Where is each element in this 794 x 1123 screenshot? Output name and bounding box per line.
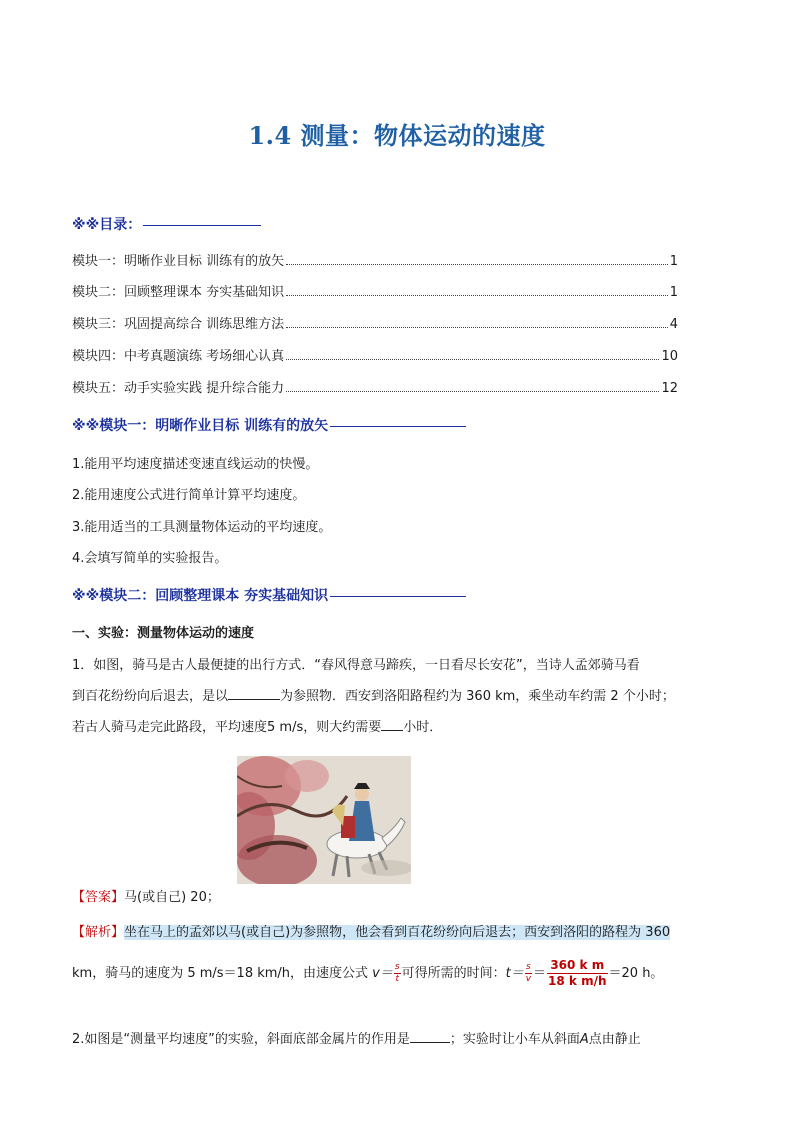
goal-1: 1.能用平均速度描述变速直线运动的快慢。 [72,457,319,472]
q1-line1: 1．如图，骑马是古人最便捷的出行方式．“春风得意马蹄疾，一日看尽长安花”，当诗人孟郊骑马看 [72,658,640,673]
module2-heading-text: ※※模块二：回顾整理课本 夯实基础知识 [72,588,329,604]
v-eq: v＝ [372,966,393,981]
analysis-label: 【解析】 [72,925,125,940]
module1-heading-text: ※※模块一：明晰作业目标 训练有的放矢 [72,418,329,434]
analysis-text-2: km，骑马的速度为 5 m/s＝18 km/h，由速度公式 [72,966,373,981]
q1-blank-1[interactable] [228,687,280,700]
toc-item-label: 模块二：回顾整理课本 夯实基础知识 [72,285,285,300]
toc-leader-dots [286,358,659,360]
toc-item[interactable] [72,345,678,364]
s-over-t-fraction [394,962,401,985]
toc-item-page: 4 [669,317,678,332]
frac-numerator: 360 k m [547,958,607,974]
q1-line3b: 小时． [403,720,443,735]
answer-text: 马(或自己) 20； [124,890,220,905]
goal-2: 2.能用速度公式进行简单计算平均速度。 [72,488,306,503]
toc-item-page: 10 [661,349,678,364]
answer-line [72,885,722,911]
toc-item-label: 模块一：明晰作业目标 训练有的放矢 [72,254,285,269]
frac-s: s [394,962,400,972]
s-over-v-fraction [525,962,532,985]
module2-heading [72,585,466,605]
q2-point: A [579,1032,589,1047]
q2-line [72,1028,641,1047]
goal-3: 3.能用适当的工具测量物体运动的平均速度。 [72,520,332,535]
result: ＝20 h。 [608,966,664,981]
module2-heading-rule [330,596,466,597]
analysis-line2 [72,958,722,989]
module1-heading [72,415,466,435]
toc-item-label: 模块三：巩固提高综合 训练思维方法 [72,317,285,332]
subheading: 一、实验：测量物体运动的速度 [72,626,255,641]
numeric-fraction [547,958,607,989]
toc-leader-dots [286,326,668,328]
q1-line2b: 为参照物．西安到洛阳路程约为 360 km，乘坐动车约需 2 个小时； [280,689,675,704]
q2-text-end: 点由静止 [588,1032,641,1047]
toc-heading-text: ※※目录： [72,217,142,233]
toc-leader-dots [286,390,659,392]
frac-denominator: 18 k m/h [548,974,607,988]
eq2: ＝ [533,966,547,981]
toc-heading-rule [143,225,261,226]
q2-text: 2.如图是“测量平均速度”的实验，斜面底部金属片的作用是 [72,1032,410,1047]
toc-item[interactable] [72,250,678,269]
q1-line3a: 若古人骑马走完此路段，平均速度5 m/s，则大约需要 [72,720,382,735]
toc-heading [72,214,261,234]
toc-leader-dots [286,294,668,296]
toc-item-label: 模块四：中考真题演练 考场细心认真 [72,349,285,364]
poet-horse-illustration [237,756,411,884]
page-title: 1.4 测量：物体运动的速度 [248,121,546,150]
answer-label: 【答案】 [72,890,125,905]
analysis-line1 [72,920,722,946]
analysis-text-3: 可得所需的时间： [401,966,506,981]
frac-s2: s [526,962,531,972]
q1-blank-2[interactable] [381,718,403,731]
frac-v: v [525,974,532,984]
q2-blank[interactable] [410,1030,450,1043]
toc-item[interactable] [72,281,678,300]
q1-line2a: 到百花纷纷向后退去，是以 [72,689,229,704]
toc-leader-dots [286,263,668,265]
q1-line3 [72,716,442,735]
q2-text-tail: ；实验时让小车从斜面 [449,1032,580,1047]
toc-item-page: 1 [669,285,678,300]
toc-item-page: 12 [661,381,678,396]
toc-item-page: 1 [669,254,678,269]
toc-item[interactable] [72,313,678,332]
module1-heading-rule [330,426,466,427]
toc-item[interactable] [72,377,678,396]
goal-4: 4.会填写简单的实验报告。 [72,551,228,566]
analysis-text-1: 坐在马上的孟郊以马(或自己)为参照物，他会看到百花纷纷向后退去；西安到洛阳的路程为 360 [124,925,671,940]
t-eq: t＝ [505,966,524,981]
frac-t: t [395,974,399,984]
toc-item-label: 模块五：动手实验实践 提升综合能力 [72,381,285,396]
q1-line2 [72,685,675,704]
poet-horse-painting [237,756,411,884]
